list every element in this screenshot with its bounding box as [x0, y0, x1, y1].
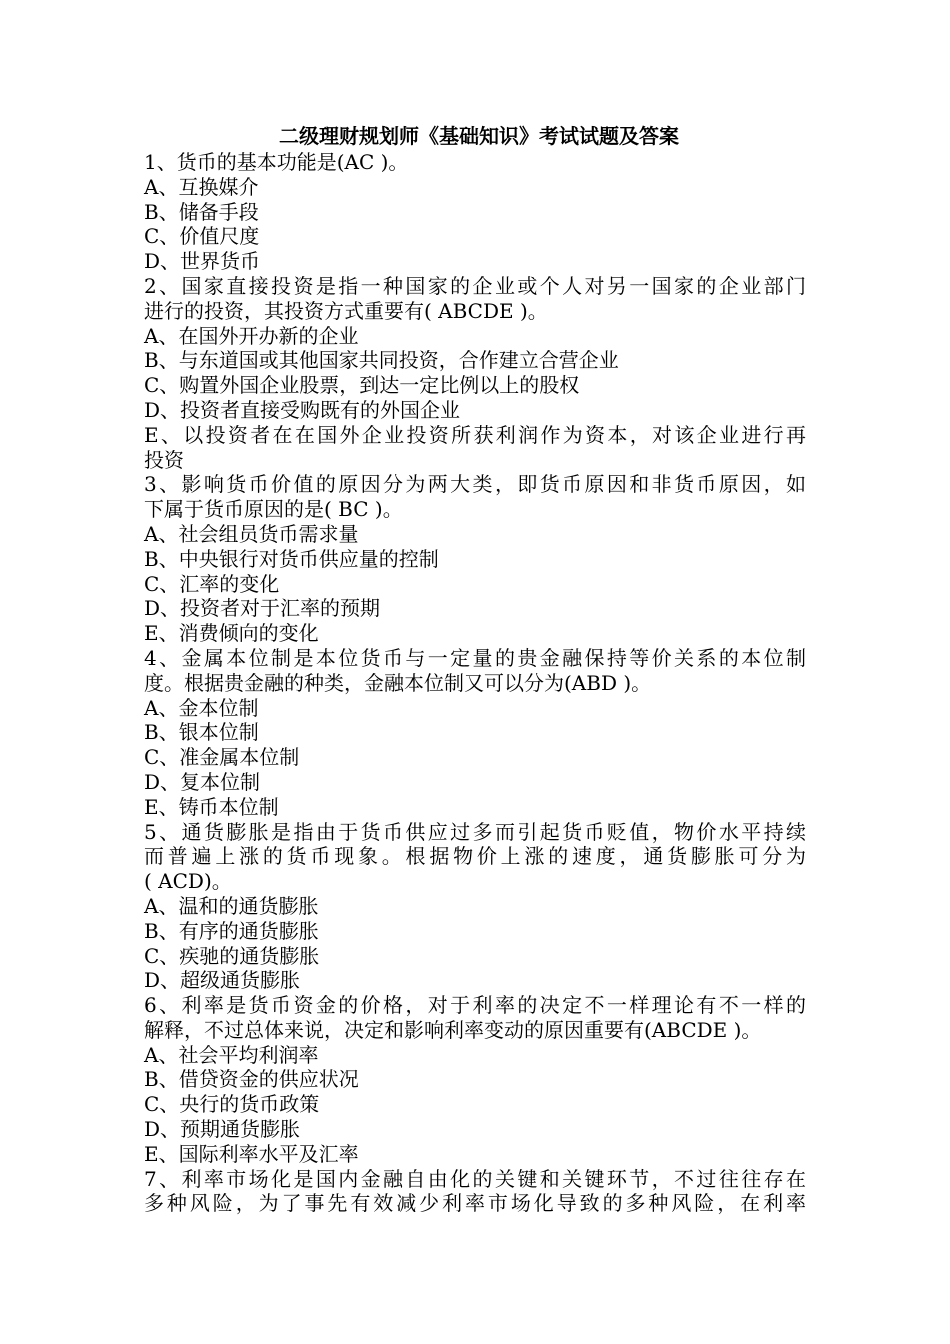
- text-line: B、储备手段: [144, 199, 259, 224]
- text-line: 解释，不过总体来说，决定和影响利率变动的原因重要有(ABCDE )。: [144, 1017, 762, 1042]
- text-line: 而普遍上涨的货币现象。根据物价上涨的速度，通货膨胀可分为: [144, 844, 806, 869]
- text-line: 3、影响货币价值的原因分为两大类，即货币原因和非货币原因，如: [144, 472, 806, 497]
- text-line: C、准金属本位制: [144, 745, 300, 770]
- text-line: C、央行的货币政策: [144, 1092, 320, 1117]
- text-line: B、中央银行对货币供应量的控制: [144, 546, 439, 571]
- text-line: C、疾驰的通货膨胀: [144, 943, 320, 968]
- text-line: E、铸币本位制: [144, 794, 279, 819]
- text-line: B、借贷资金的供应状况: [144, 1067, 359, 1092]
- text-line: A、金本位制: [144, 695, 259, 720]
- document-page: [144, 122, 806, 1216]
- text-line: B、银本位制: [144, 720, 259, 745]
- text-line: C、汇率的变化: [144, 571, 280, 596]
- text-line: A、社会平均利润率: [144, 1042, 319, 1067]
- text-line: D、世界货币: [144, 249, 261, 274]
- text-line: E、消费倾向的变化: [144, 621, 319, 646]
- text-line: A、温和的通货膨胀: [144, 893, 319, 918]
- text-line: E、以投资者在在国外企业投资所获利润作为资本，对该企业进行再: [144, 422, 806, 447]
- text-line: ( ACD)。: [144, 869, 232, 894]
- text-line: 投资: [144, 447, 184, 472]
- text-line: D、投资者对于汇率的预期: [144, 596, 381, 621]
- text-line: 5、通货膨胀是指由于货币供应过多而引起货币贬值，物价水平持续: [144, 819, 806, 844]
- text-line: 进行的投资，其投资方式重要有( ABCDE )。: [144, 298, 548, 323]
- text-line: D、投资者直接受购既有的外国企业: [144, 397, 461, 422]
- text-line: A、社会组员货币需求量: [144, 521, 359, 546]
- text-line: 1、货币的基本功能是(AC )。: [144, 150, 409, 174]
- text-line: C、价值尺度: [144, 224, 260, 249]
- text-line: A、互换媒介: [144, 174, 259, 199]
- text-line: 7、利率市场化是国内金融自由化的关键和关键环节，不过往往存在: [144, 1166, 806, 1191]
- text-line: B、与东道国或其他国家共同投资，合作建立合营企业: [144, 348, 619, 373]
- text-line: 下属于货币原因的是( BC )。: [144, 497, 403, 522]
- text-line: D、预期通货膨胀: [144, 1117, 301, 1142]
- text-line: D、超级通货膨胀: [144, 968, 301, 993]
- text-line: 4、金属本位制是本位货币与一定量的贵金融保持等价关系的本位制: [144, 645, 806, 670]
- text-line: 多种风险，为了事先有效减少利率市场化导致的多种风险，在利率: [144, 1191, 806, 1216]
- text-line: D、复本位制: [144, 769, 261, 794]
- text-line: 2、国家直接投资是指一种国家的企业或个人对另一国家的企业部门: [144, 273, 806, 298]
- document-title: 二级理财规划师《基础知识》考试试题及答案: [279, 124, 679, 148]
- text-line: E、国际利率水平及汇率: [144, 1141, 359, 1166]
- text-line: C、购置外国企业股票，到达一定比例以上的股权: [144, 373, 580, 398]
- text-line: 度。根据贵金融的种类，金融本位制又可以分为(ABD )。: [144, 670, 652, 695]
- text-line: 6、利率是货币资金的价格，对于利率的决定不一样理论有不一样的: [144, 993, 806, 1018]
- document-body: [144, 150, 806, 1216]
- text-line: A、在国外开办新的企业: [144, 323, 359, 348]
- text-line: B、有序的通货膨胀: [144, 918, 319, 943]
